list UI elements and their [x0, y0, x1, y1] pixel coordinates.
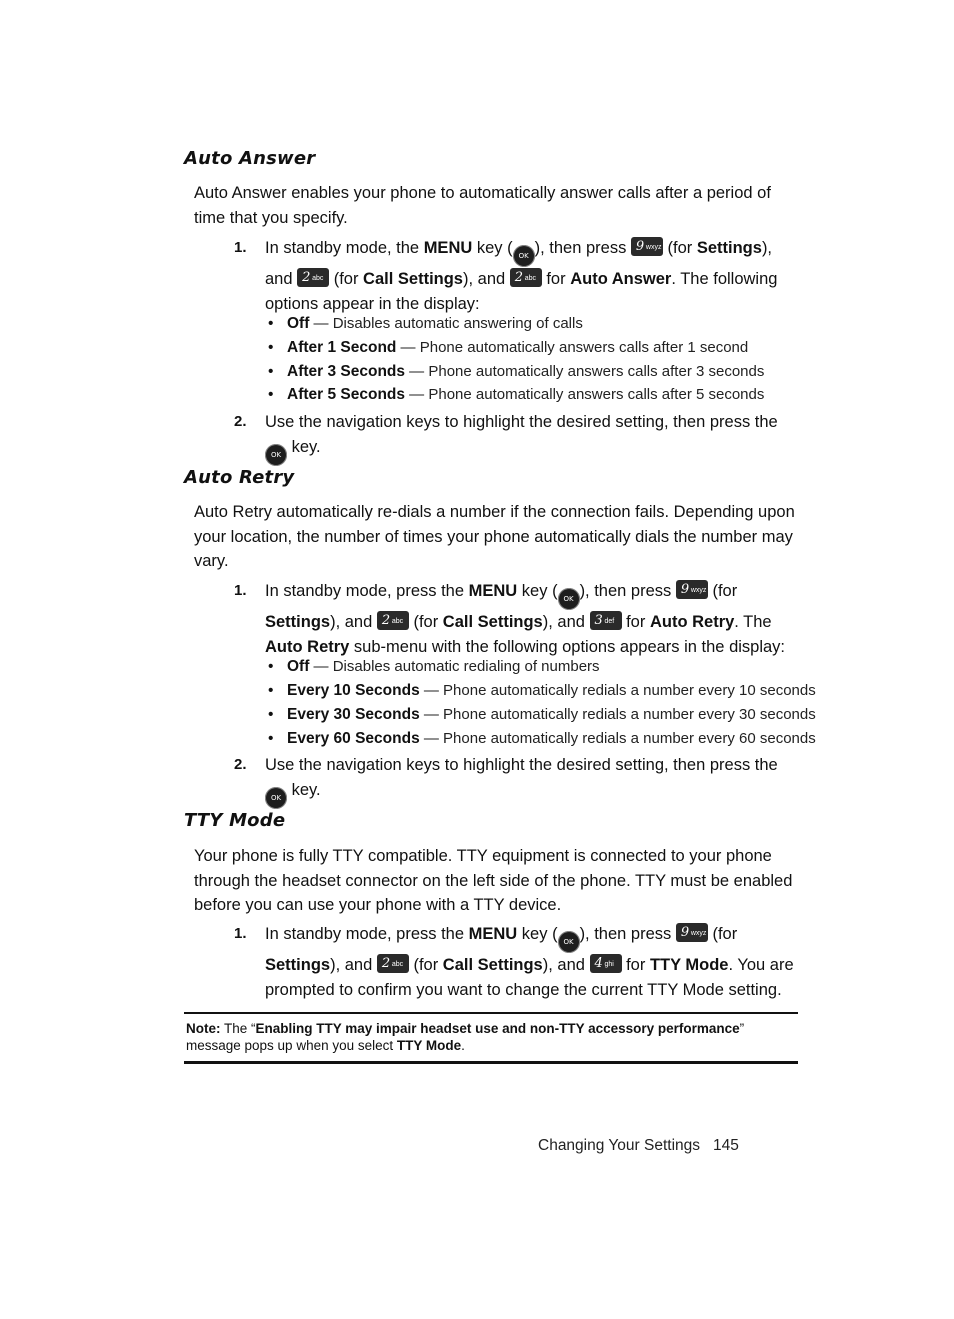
list-item: • After 5 Seconds — Phone automatically answers calls after 5 seconds [268, 386, 765, 403]
ok-key-icon: OK [265, 444, 287, 466]
list-item: • Every 60 Seconds — Phone automatically redials a number every 60 seconds [268, 730, 816, 747]
key-3-icon: 3 def [590, 611, 622, 630]
list-item: • After 3 Seconds — Phone automatically answers calls after 3 seconds [268, 363, 765, 380]
note-bottom-rule [184, 1061, 798, 1064]
key-2-icon: 2 abc [297, 268, 329, 287]
heading-tty-mode: TTY Mode [184, 810, 286, 831]
tty-mode-intro: Your phone is fully TTY compatible. TTY equipment is connected to your phone through the headset connector on the left side of the phone. TTY must be enabled before you can use your phone with a TTY device. [194, 847, 793, 914]
key-2-icon: 2 abc [377, 954, 409, 973]
page-number: 145 [713, 1137, 739, 1154]
list-item: • Off — Disables automatic redialing of numbers [268, 658, 600, 675]
list-item: • After 1 Second — Phone automatically answers calls after 1 second [268, 339, 749, 356]
key-9-icon: 9 wxyz [631, 237, 663, 256]
list-item: • Every 10 Seconds — Phone automatically redials a number every 10 seconds [268, 682, 816, 699]
auto-answer-intro: Auto Answer enables your phone to automatically answer calls after a period of time that you specify. [194, 184, 771, 227]
list-item: • Off — Disables automatic answering of calls [268, 315, 583, 332]
key-2-icon: 2 abc [377, 611, 409, 630]
key-4-icon: 4 ghi [590, 954, 622, 973]
ok-key-icon: OK [558, 588, 580, 610]
footer-section: Changing Your Settings [538, 1137, 701, 1154]
auto-retry-intro: Auto Retry automatically re-dials a number if the connection fails. Depending upon your location, the number of times your phone automatically dials the number may vary. [194, 503, 795, 570]
heading-auto-retry: Auto Retry [184, 467, 295, 488]
page-footer [538, 1137, 739, 1155]
heading-auto-answer: Auto Answer [184, 148, 316, 169]
ok-key-icon: OK [558, 931, 580, 953]
ok-key-icon: OK [513, 245, 535, 267]
key-9-icon: 9 wxyz [676, 923, 708, 942]
key-9-icon: 9 wxyz [676, 580, 708, 599]
ok-key-icon: OK [265, 787, 287, 809]
note: Note: The “Enabling TTY may impair headset use and non-TTY accessory performance” message pops up when you select TTY Mode. [186, 1021, 745, 1053]
list-item: • Every 30 Seconds — Phone automatically redials a number every 30 seconds [268, 706, 816, 723]
note-top-rule [184, 1012, 798, 1014]
key-2-icon: 2 abc [510, 268, 542, 287]
